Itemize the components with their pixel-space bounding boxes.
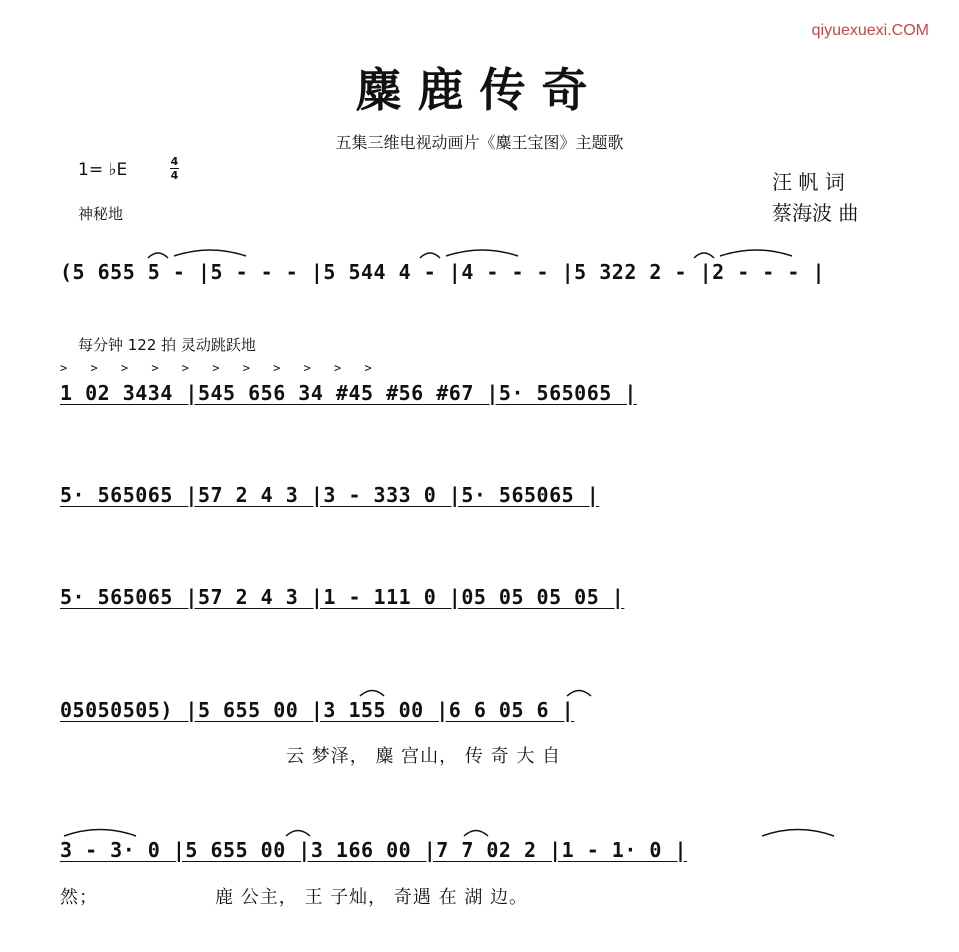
tie-mark xyxy=(762,830,834,837)
lyricist-credit: 汪 帆 词 xyxy=(772,170,845,194)
lyric-line-1: 云 梦泽， 麋 宫山， 传 奇 大 自 xyxy=(286,746,562,767)
tie-mark xyxy=(174,250,246,256)
song-title: 麋鹿传奇 xyxy=(355,63,604,117)
notation-line-5-notes: 05050505) |5 655 00 |3 155 00 |6 6 05 6 | xyxy=(60,698,575,722)
tie-mark xyxy=(64,830,136,837)
mood-marking: 神秘地 xyxy=(78,205,124,223)
accent-marks: > > > > > > > > > > > xyxy=(60,361,380,375)
notation-line-1: (5 655 5 - |5 - - - |5 544 4 - |4 - - - |5 322 2 - |2 - - - | xyxy=(60,260,826,284)
time-signature-bottom: 4 xyxy=(170,169,179,182)
notation-line-2-notes: 1 02 3434 |545 656 34 #45 #56 #67 |5· 565065 | xyxy=(60,381,637,405)
key-signature: 1= ♭E xyxy=(78,160,128,180)
tempo-marking: 每分钟 122 拍 灵动跳跃地 xyxy=(78,336,256,354)
notation-line-3-notes: 5· 565065 |57 2 4 3 |3 - 333 0 |5· 565065 | xyxy=(60,483,600,507)
composer-credit: 蔡海波 曲 xyxy=(772,201,859,225)
tie-mark xyxy=(420,253,440,258)
tie-mark xyxy=(148,253,168,258)
tie-mark xyxy=(720,250,792,256)
time-signature-top: 4 xyxy=(170,155,179,168)
slur-mark xyxy=(286,831,310,837)
notation-line-6-notes: 3 - 3· 0 |5 655 00 |3 166 00 |7 7 02 2 |1 - 1· 0 | xyxy=(60,838,688,862)
lyric-line-2b: 鹿 公主， 王 子灿， 奇遇 在 湖 边。 xyxy=(215,887,529,908)
tie-mark xyxy=(446,250,518,256)
song-subtitle: 五集三维电视动画片《麋王宝图》主题歌 xyxy=(335,133,624,152)
tie-mark xyxy=(694,253,714,258)
slur-mark xyxy=(567,691,591,697)
slur-mark xyxy=(360,691,384,697)
slur-mark xyxy=(464,831,488,837)
watermark: qiyuexuexi.COM xyxy=(811,22,929,39)
notation-line-4-notes: 5· 565065 |57 2 4 3 |1 - 111 0 |05 05 05 05 | xyxy=(60,585,625,609)
lyric-line-2a: 然； xyxy=(60,887,98,908)
